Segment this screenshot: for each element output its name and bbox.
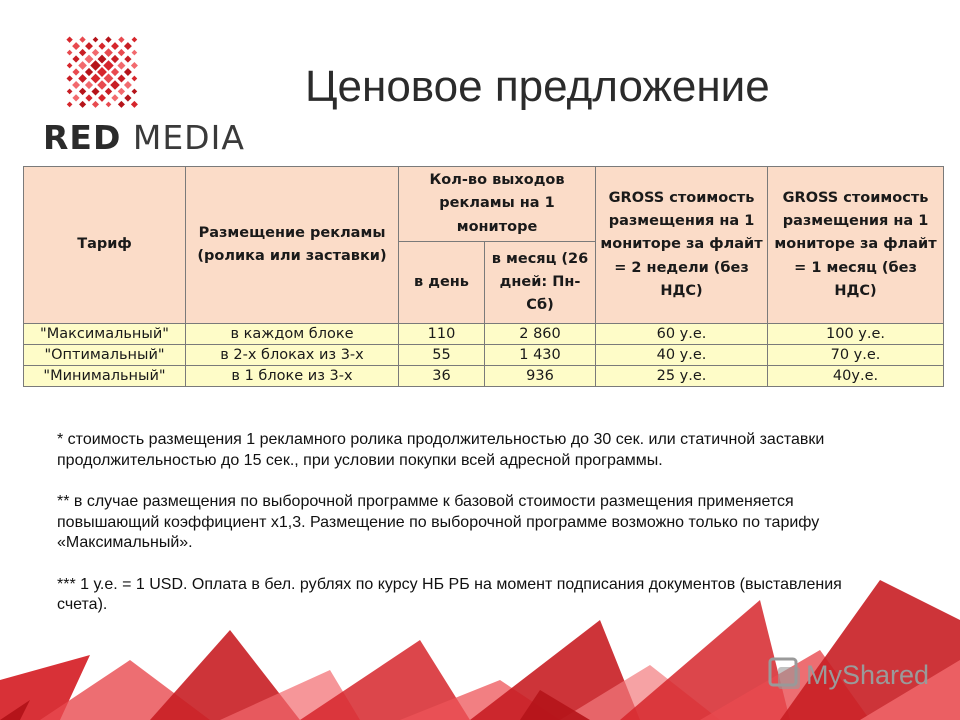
cell-placement: в 1 блоке из 3-х [186, 366, 399, 387]
header-gross-2-weeks: GROSS стоимость размещения на 1 мониторе за флайт = 2 недели (без НДС) [596, 167, 768, 324]
logo-wordmark [43, 118, 245, 157]
decorative-red-shards [0, 560, 960, 720]
cell-per-day: 36 [399, 366, 485, 387]
cell-per-month: 936 [485, 366, 596, 387]
cell-per-month: 1 430 [485, 345, 596, 366]
cell-gross-1-month: 40у.е. [768, 366, 944, 387]
footnote-2: ** в случае размещения по выборочной программе к базовой стоимости размещения применяется повышающий коэффициент х1,3. Размещение по выборочной программе возможно только по тарифу «Максимальный». [57, 493, 820, 551]
myshared-logo-icon [766, 655, 806, 695]
cell-per-month: 2 860 [485, 324, 596, 345]
cell-gross-1-month: 100 у.е. [768, 324, 944, 345]
logo-light-text: MEDIA [132, 118, 245, 157]
cell-tariff: "Максимальный" [24, 324, 186, 345]
cell-gross-2-weeks: 40 у.е. [596, 345, 768, 366]
table-row [24, 366, 944, 387]
cell-per-day: 55 [399, 345, 485, 366]
header-per-day: в день [399, 242, 485, 324]
watermark-text: MyShared [806, 660, 930, 690]
table-row [24, 324, 944, 345]
header-per-month: в месяц (26 дней: Пн-Сб) [485, 242, 596, 324]
cell-gross-2-weeks: 25 у.е. [596, 366, 768, 387]
cell-gross-2-weeks: 60 у.е. [596, 324, 768, 345]
footnote-3: *** 1 у.е. = 1 USD. Оплата в бел. рублях по курсу НБ РБ на момент подписания документов (выставления счета). [57, 575, 842, 613]
page-title: Ценовое предложение [305, 62, 770, 111]
header-placement: Размещение рекламы (ролика или заставки) [186, 167, 399, 324]
price-table [23, 166, 944, 387]
cell-tariff: "Минимальный" [24, 366, 186, 387]
cell-tariff: "Оптимальный" [24, 345, 186, 366]
header-count-group: Кол-во выходов рекламы на 1 мониторе [399, 167, 596, 242]
header-gross-1-month: GROSS стоимость размещения на 1 мониторе за флайт = 1 месяц (без НДС) [768, 167, 944, 324]
cell-gross-1-month: 70 у.е. [768, 345, 944, 366]
cell-placement: в каждом блоке [186, 324, 399, 345]
cell-placement: в 2-х блоках из 3-х [186, 345, 399, 366]
logo-bold-text: RED [43, 118, 122, 157]
cell-per-day: 110 [399, 324, 485, 345]
table-row [24, 345, 944, 366]
header-tariff: Тариф [24, 167, 186, 324]
footnote-1: * стоимость размещения 1 рекламного ролика продолжительностью до 30 сек. или статичной заставки продолжительностью до 15 сек., при условии покупки всей адресной программы. [57, 431, 825, 469]
